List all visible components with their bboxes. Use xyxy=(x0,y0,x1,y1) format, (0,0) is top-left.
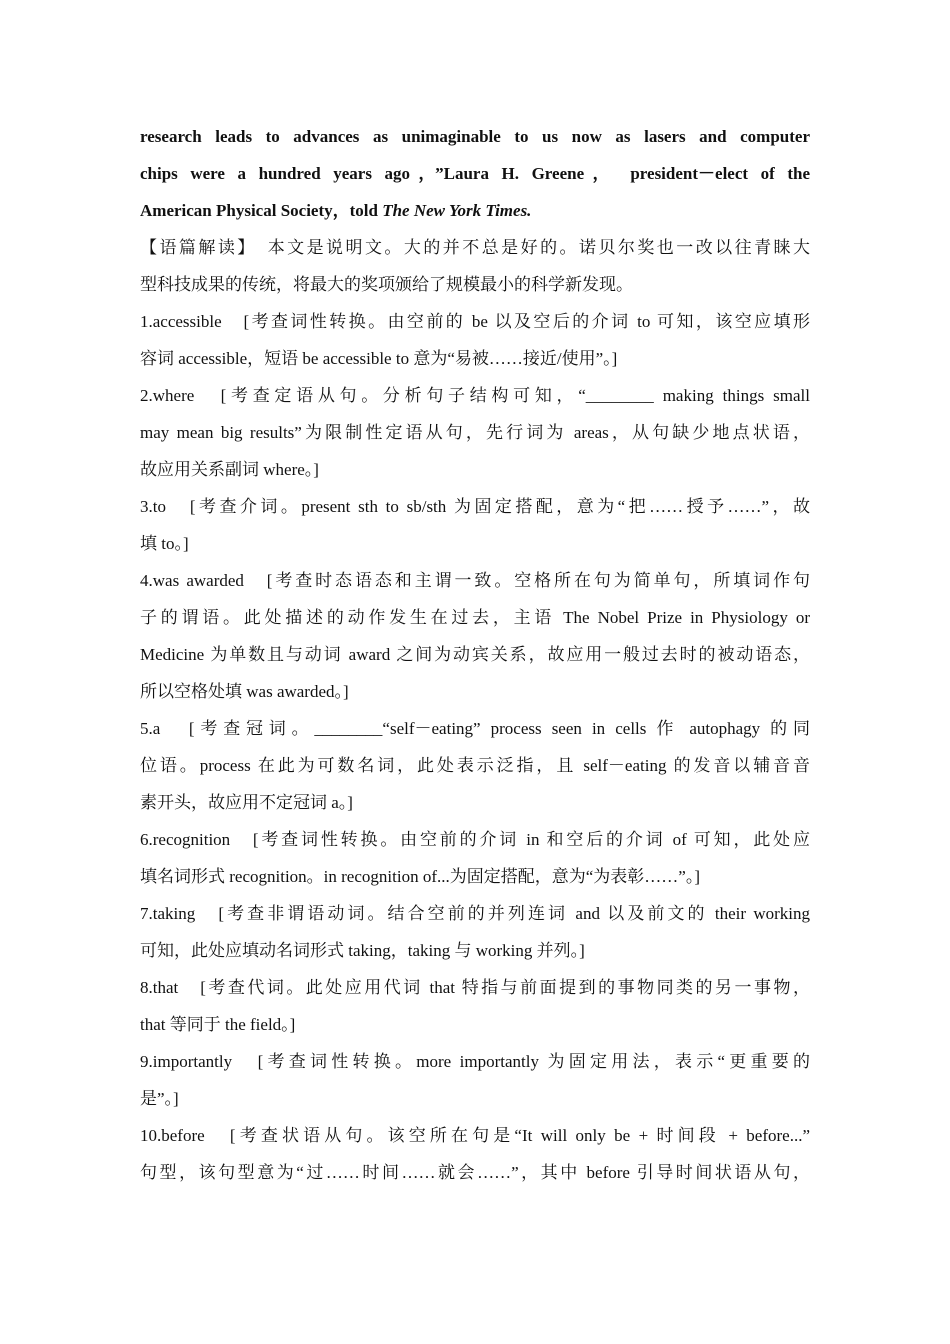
answer-line: 故应用关系副词 where。] xyxy=(140,460,319,479)
passage-line-1: research leads to advances as unimaginable to us now as lasers and computer xyxy=(140,127,810,146)
answer-line: 容词 accessible，短语 be accessible to 意为“易被……接近/使用”。] xyxy=(140,349,618,368)
answer-line: 1.accessible [考查词性转换。由空前的 be 以及空后的介词 to 可知，该空应填形 xyxy=(140,312,810,331)
answer-line: 填 to。] xyxy=(140,534,189,553)
answer-line: 可知，此处应填动名词形式 taking，taking 与 working 并列。] xyxy=(140,941,585,960)
answer-line: 5.a [考查冠词。________“self－eating” process seen in cells 作 autophagy 的同 xyxy=(140,719,810,738)
document-page xyxy=(140,118,810,1191)
newspaper-title: The New York Times. xyxy=(382,201,532,220)
answer-line: 填名词形式 recognition。in recognition of...为固定搭配，意为“为表彰……”。] xyxy=(140,867,700,886)
answer-line: 7.taking [考查非谓语动词。结合空前的并列连词 and 以及前文的 their working xyxy=(140,904,810,923)
answer-line: Medicine 为单数且与动词 award 之间为动宾关系，故应用一般过去时的被动语态， xyxy=(140,645,810,664)
passage-line-3-text: American Physical Society，told xyxy=(140,201,383,220)
answer-line: 9.importantly [考查词性转换。more importantly 为固定用法，表示“更重要的 xyxy=(140,1052,810,1071)
answer-line: 位语。process 在此为可数名词，此处表示泛指，且 self－eating 的发音以辅音音 xyxy=(140,756,810,775)
answer-line: 子的谓语。此处描述的动作发生在过去，主语 The Nobel Prize in Physiology or xyxy=(140,608,810,627)
answer-line: 8.that [考查代词。此处应用代词 that 特指与前面提到的事物同类的另一事物， xyxy=(140,978,810,997)
answer-line: 是”。] xyxy=(140,1089,179,1108)
answer-line: 10.before [考查状语从句。该空所在句是“It will only be + 时间段 + before...” xyxy=(140,1126,810,1145)
answer-line: 素开头，故应用不定冠词 a。] xyxy=(140,793,353,812)
answer-line: that 等同于 the field。] xyxy=(140,1015,296,1034)
answer-line: 4.was awarded [考查时态语态和主谓一致。空格所在句为简单句，所填词作句 xyxy=(140,571,810,590)
passage-line-3 xyxy=(140,192,810,229)
analysis-line-2: 型科技成果的传统，将最大的奖项颁给了规模最小的科学新发现。 xyxy=(140,275,633,294)
answer-line: 2.where [考查定语从句。分析句子结构可知，“________ making things small xyxy=(140,386,810,405)
analysis-line-1: 【语篇解读】 本文是说明文。大的并不总是好的。诺贝尔奖也一改以往青睐大 xyxy=(140,238,810,257)
passage-line-2: chips were a hundred years ago，”Laura H. Greene， president－elect of the xyxy=(140,164,810,183)
answer-line: 3.to [考查介词。present sth to sb/sth 为固定搭配，意为“把……授予……”，故 xyxy=(140,497,810,516)
answer-line: 所以空格处填 was awarded。] xyxy=(140,682,349,701)
answer-line: 6.recognition [考查词性转换。由空前的介词 in 和空后的介词 of 可知，此处应 xyxy=(140,830,810,849)
answer-line: may mean big results”为限制性定语从句，先行词为 areas，从句缺少地点状语， xyxy=(140,423,810,442)
answer-line: 句型，该句型意为“过……时间……就会……”，其中 before 引导时间状语从句， xyxy=(140,1163,810,1182)
